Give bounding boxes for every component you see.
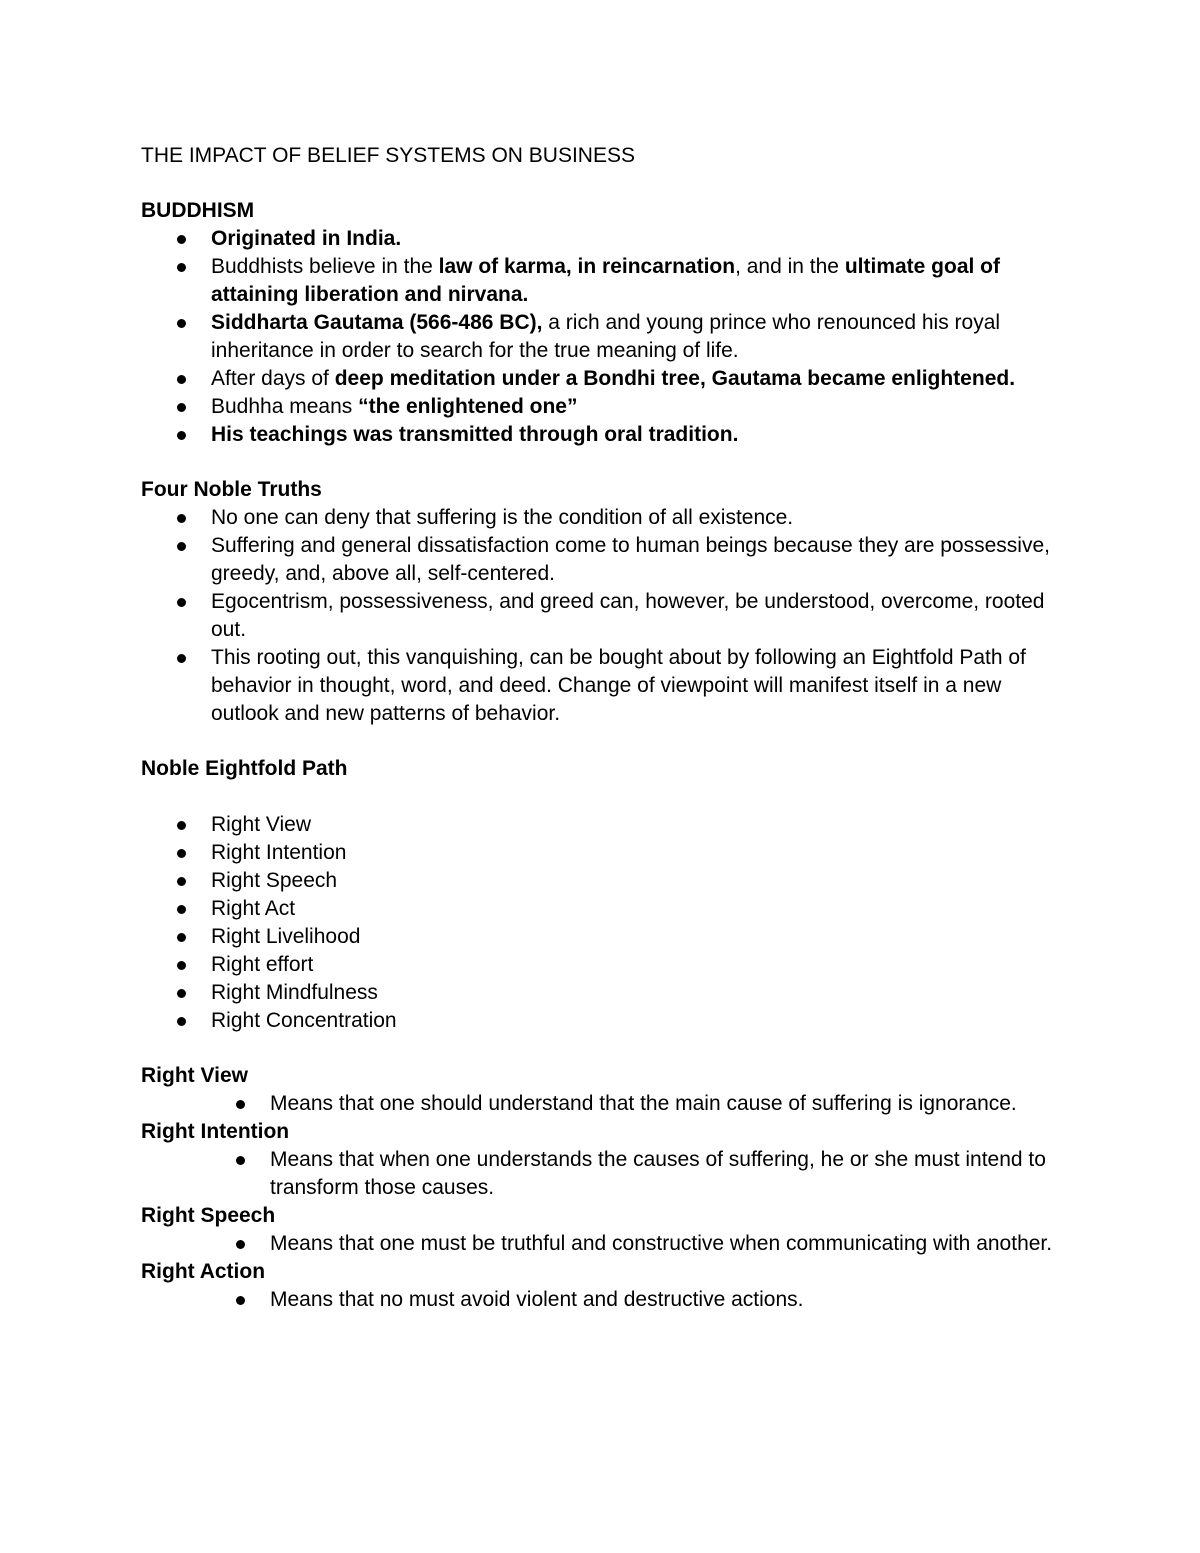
- eightfold-path-heading: Noble Eightfold Path: [141, 757, 348, 780]
- right-action-list: [141, 1286, 1071, 1314]
- list-item: No one can deny that suffering is the condition of all existence.: [141, 504, 1071, 532]
- list-item: Suffering and general dissatisfaction come to human beings because they are possessive, greedy, and, above all, self-centered.: [141, 532, 1071, 588]
- list-item: After days of deep meditation under a Bondhi tree, Gautama became enlightened.: [141, 365, 1071, 393]
- right-intention-list: [141, 1146, 1071, 1202]
- list-item: Right Mindfulness: [141, 979, 1071, 1007]
- right-view-heading: Right View: [141, 1064, 248, 1087]
- list-item: Right Speech: [141, 867, 1071, 895]
- list-item: Originated in India.: [141, 225, 1071, 253]
- right-speech-list: [141, 1230, 1071, 1258]
- list-item: Budhha means “the enlightened one”: [141, 393, 1071, 421]
- document-title: THE IMPACT OF BELIEF SYSTEMS ON BUSINESS: [141, 144, 635, 167]
- buddhism-list: [141, 225, 1071, 449]
- list-item: Right effort: [141, 951, 1071, 979]
- list-item: His teachings was transmitted through oral tradition.: [141, 421, 1071, 449]
- list-item: Right Act: [141, 895, 1071, 923]
- list-item: Right Intention: [141, 839, 1071, 867]
- list-item: This rooting out, this vanquishing, can be bought about by following an Eightfold Path of behavior in thought, word, and deed. Change of viewpoint will manifest itself in a new outlook and new patterns of behavior.: [141, 644, 1071, 728]
- eightfold-path-list: [141, 811, 1071, 1035]
- buddhism-heading: BUDDHISM: [141, 199, 255, 222]
- list-item: Siddharta Gautama (566-486 BC), a rich and young prince who renounced his royal inheritance in order to search for the true meaning of life.: [141, 309, 1071, 365]
- list-item: Right View: [141, 811, 1071, 839]
- four-noble-truths-heading: Four Noble Truths: [141, 478, 322, 501]
- list-item: Means that no must avoid violent and destructive actions.: [141, 1286, 1071, 1314]
- list-item: Egocentrism, possessiveness, and greed can, however, be understood, overcome, rooted out.: [141, 588, 1071, 644]
- list-item: Means that one must be truthful and constructive when communicating with another.: [141, 1230, 1071, 1258]
- list-item: Buddhists believe in the law of karma, in reincarnation, and in the ultimate goal of attaining liberation and nirvana.: [141, 253, 1071, 309]
- list-item: Means that one should understand that the main cause of suffering is ignorance.: [141, 1090, 1071, 1118]
- right-speech-heading: Right Speech: [141, 1204, 276, 1227]
- list-item: Means that when one understands the causes of suffering, he or she must intend to transform those causes.: [141, 1146, 1071, 1202]
- list-item: Right Concentration: [141, 1007, 1071, 1035]
- four-noble-truths-list: [141, 504, 1071, 728]
- list-item: Right Livelihood: [141, 923, 1071, 951]
- document-page: [141, 142, 1071, 1314]
- right-view-list: [141, 1090, 1071, 1118]
- right-action-heading: Right Action: [141, 1260, 266, 1283]
- right-intention-heading: Right Intention: [141, 1120, 290, 1143]
